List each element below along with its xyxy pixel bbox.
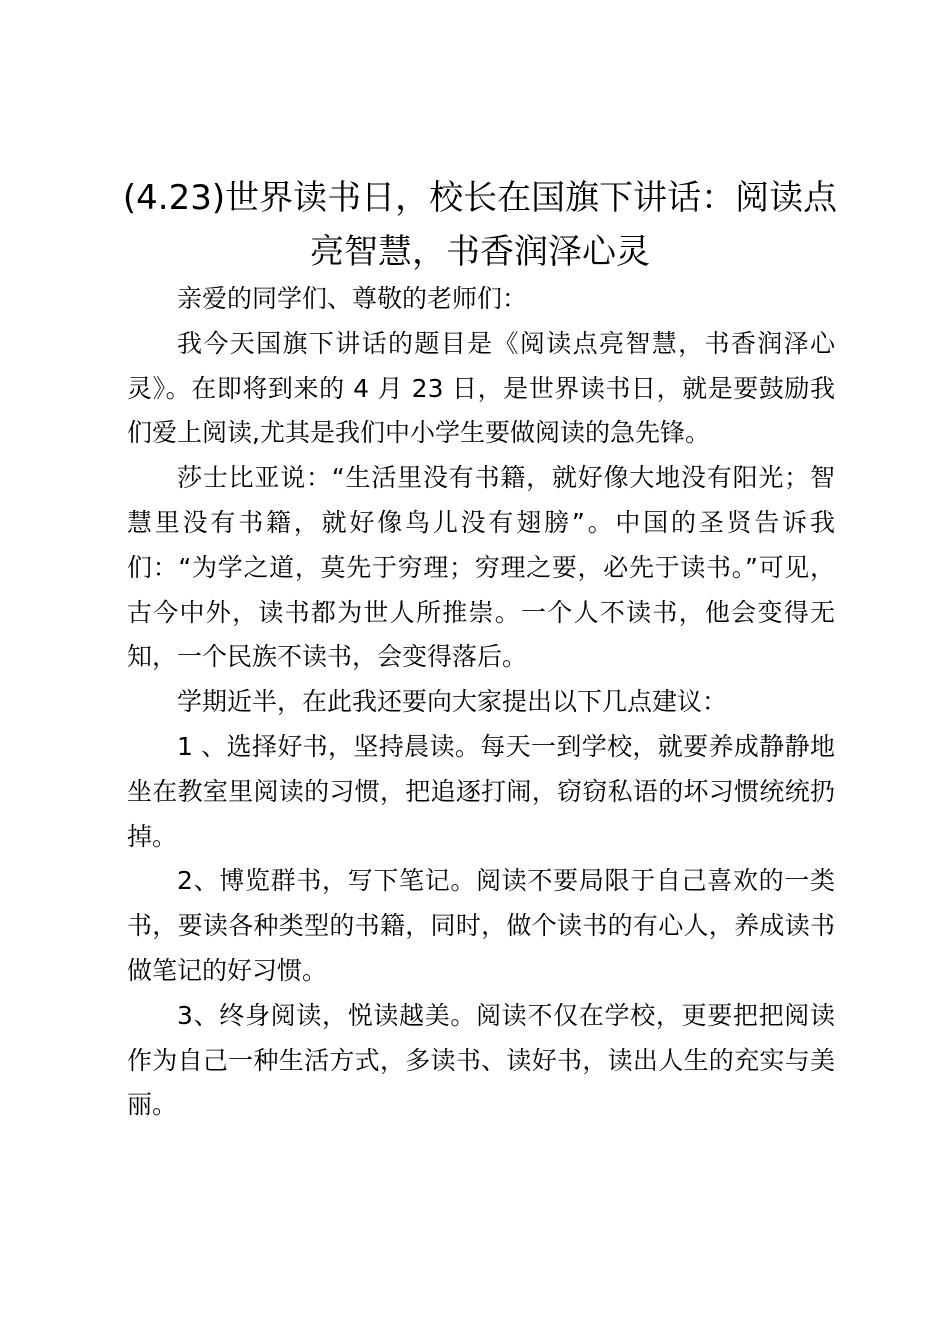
document-title: (4.23)世界读书日，校长在国旗下讲话：阅读点亮智慧，书香润泽心灵 — [122, 178, 838, 272]
document-body — [127, 277, 835, 1128]
suggestions-intro-paragraph: 学期近半，在此我还要向大家提出以下几点建议： — [177, 687, 728, 717]
intro-paragraph: 我今天国旗下讲话的题目是《阅读点亮智慧，书香润泽心灵》。在即将到来的 4 月 23 日，是世界读书日，就是要鼓励我们爱上阅读,尤其是我们中小学生要做阅读的急先锋。 — [127, 328, 835, 448]
suggestion-1-paragraph: 1 、选择好书，坚持晨读。每天一到学校，就要养成静静地坐在教室里阅读的习惯，把追逐打闹，窃窃私语的坏习惯统统扔掉。 — [127, 731, 835, 851]
quote-paragraph: 莎士比亚说：“生活里没有书籍，就好像大地没有阳光；智慧里没有书籍，就好像鸟儿没有翅膀”。中国的圣贤告诉我们：“为学之道，莫先于穷理；穷理之要，必先于读书。”可见，古今中外，读书都为世人所推崇。一个人不读书，他会变得无知，一个民族不读书，会变得落后。 — [127, 463, 835, 672]
suggestion-2-paragraph: 2、博览群书，写下笔记。阅读不要局限于自己喜欢的一类书，要读各种类型的书籍，同时，做个读书的有心人，养成读书做笔记的好习惯。 — [127, 866, 835, 985]
suggestion-3-paragraph: 3、终身阅读，悦读越美。阅读不仅在学校，更要把把阅读作为自己一种生活方式，多读书、读好书，读出人生的充实与美丽。 — [127, 1000, 835, 1120]
greeting-paragraph: 亲爱的同学们、尊敬的老师们： — [177, 284, 528, 313]
